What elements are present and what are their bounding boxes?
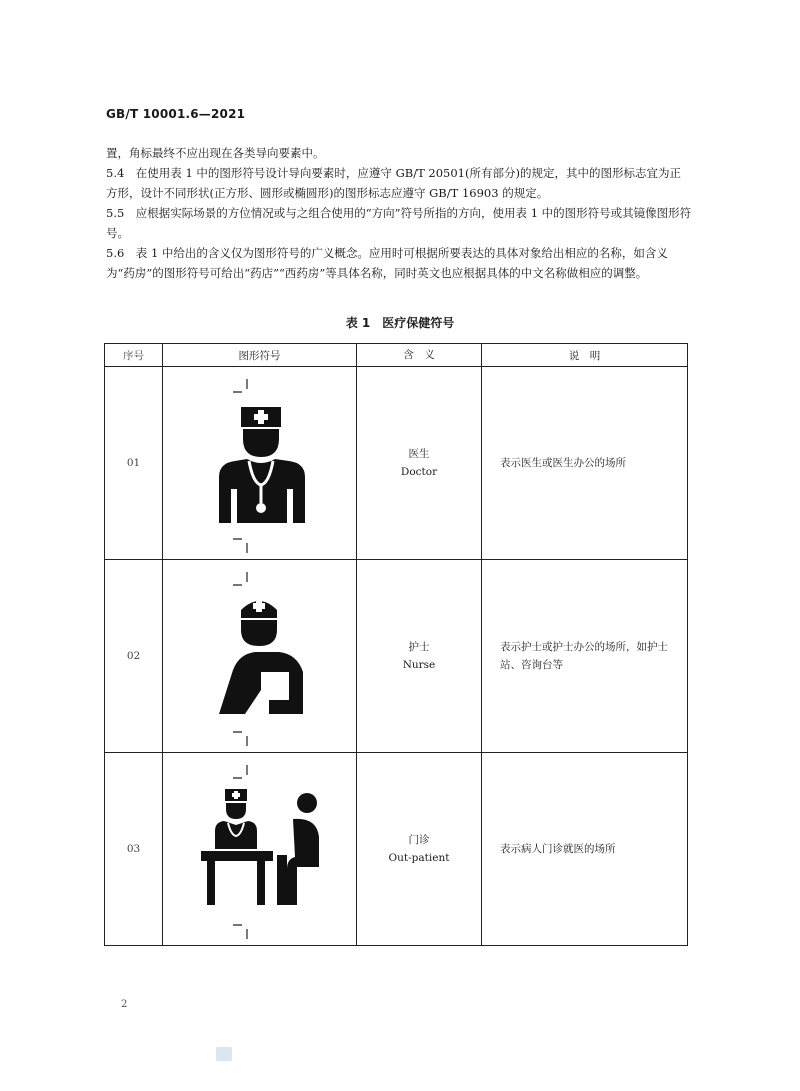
table-row xyxy=(105,560,688,753)
header-meaning: 含 义 xyxy=(357,344,482,367)
header-number: 序号 xyxy=(105,344,163,367)
header-description: 说 明 xyxy=(482,344,688,367)
meaning-cn: 门诊 xyxy=(408,834,430,846)
description-cell: 表示病人门诊就医的场所 xyxy=(482,753,688,946)
meaning-cell xyxy=(357,367,482,560)
row-number: 02 xyxy=(105,560,163,753)
meaning-cell xyxy=(357,560,482,753)
page-number: 2 xyxy=(121,999,128,1010)
paragraph-continuation: 置，角标最终不应出现在各类导向要素中。 xyxy=(106,146,325,160)
medical-symbols-table xyxy=(104,343,688,946)
meaning-cell xyxy=(357,753,482,946)
symbol-cell xyxy=(163,753,357,946)
symbol-cell xyxy=(163,560,357,753)
symbol-cell xyxy=(163,367,357,560)
description-cell: 表示医生或医生办公的场所 xyxy=(482,367,688,560)
meaning-cn: 护士 xyxy=(408,641,430,653)
footer-logo-icon xyxy=(216,1047,232,1061)
table-caption: 表 1 医疗保健符号 xyxy=(345,316,455,330)
document-header: GB/T 10001.6—2021 xyxy=(106,107,246,121)
out-patient-icon xyxy=(197,789,327,907)
paragraph-5-5: 5.5 应根据实际场景的方位情况或与之组合使用的“方向”符号所指的方向，使用表 1 中的图形符号或其镜像图形符号。 xyxy=(106,206,692,240)
table-row xyxy=(105,753,688,946)
table-header-row xyxy=(105,344,688,367)
header-symbol: 图形符号 xyxy=(163,344,357,367)
meaning-cn: 医生 xyxy=(408,448,430,460)
row-number: 01 xyxy=(105,367,163,560)
meaning-en: Out-patient xyxy=(388,852,450,864)
nurse-icon xyxy=(211,592,311,714)
row-number: 03 xyxy=(105,753,163,946)
meaning-en: Nurse xyxy=(402,659,436,671)
paragraph-5-6: 5.6 表 1 中给出的含义仅为图形符号的广义概念。应用时可根据所要表达的具体对象给出相应的名称，如含义为“药房”的图形符号可给出“药店”“西药房”等具体名称，同时英文也应根据具体的中文名称做相应的调整。 xyxy=(106,246,668,280)
paragraph-5-4: 5.4 在使用表 1 中的图形符号设计导向要素时，应遵守 GB/T 20501(所有部分)的规定，其中的图形标志宜为正方形，设计不同形状(正方形、圆形或椭圆形)的图形标志应遵守 GB/T 16903 的规定。 xyxy=(106,166,681,200)
meaning-en: Doctor xyxy=(400,466,438,478)
doctor-icon xyxy=(213,405,313,525)
table-row xyxy=(105,367,688,560)
description-cell: 表示护士或护士办公的场所，如护士站、咨询台等 xyxy=(482,560,688,753)
